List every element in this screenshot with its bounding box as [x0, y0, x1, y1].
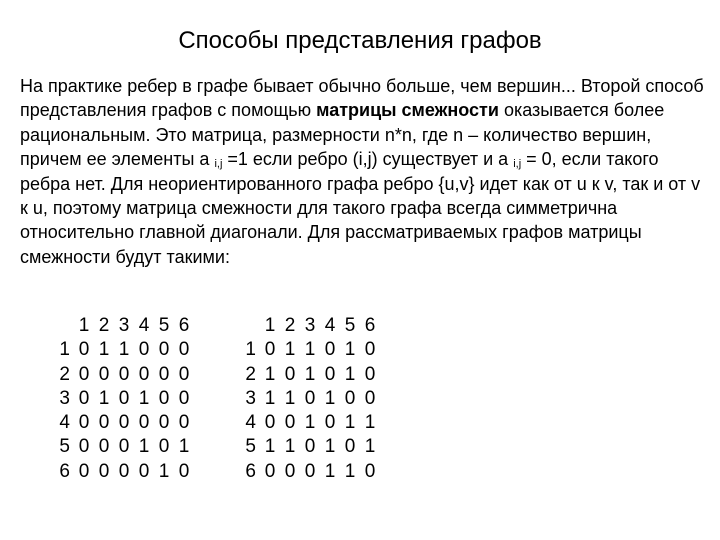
row-label: 2: [59, 363, 70, 385]
matrix-cell: 0: [118, 460, 130, 482]
matrix-header-row: [242, 314, 380, 338]
col-label: 4: [138, 315, 150, 336]
row-label: 3: [245, 387, 256, 409]
matrix-row: [242, 460, 380, 484]
matrix-row: [242, 435, 380, 459]
matrix-header-row: [56, 314, 194, 338]
matrix-cell: 0: [178, 387, 190, 409]
matrix-cell: 0: [178, 460, 190, 482]
row-label: 1: [245, 339, 256, 361]
matrix-cell: 0: [78, 387, 90, 409]
matrix-row: [56, 363, 194, 387]
term-adjacency-matrix: матрицы смежности: [316, 100, 499, 121]
col-label: 4: [324, 315, 336, 336]
matrix-cell: 0: [158, 387, 170, 409]
matrix-cell: 0: [264, 412, 276, 434]
row-label: 4: [59, 412, 70, 434]
matrix-cell: 0: [118, 412, 130, 434]
matrix-cell: 0: [98, 412, 110, 434]
matrix-cell: 0: [158, 339, 170, 361]
matrix-cell: 1: [364, 412, 376, 434]
adjacency-matrix-directed: [56, 314, 194, 484]
matrix-cell: 1: [344, 460, 356, 482]
matrix-cell: 1: [304, 412, 316, 434]
subscript-ij: i,j: [214, 158, 223, 171]
matrix-cell: 1: [284, 436, 296, 458]
adjacency-matrix-undirected: [242, 314, 380, 484]
matrix-cell: 0: [364, 460, 376, 482]
col-label: 3: [304, 315, 316, 336]
matrix-row: [56, 435, 194, 459]
col-label: 6: [364, 315, 376, 336]
matrix-cell: 1: [344, 339, 356, 361]
matrix-cell: 1: [324, 460, 336, 482]
matrix-cell: 0: [78, 460, 90, 482]
matrix-cell: 0: [78, 436, 90, 458]
matrix-cell: 0: [138, 363, 150, 385]
matrix-cell: 0: [324, 412, 336, 434]
matrix-cell: 1: [284, 387, 296, 409]
matrix-cell: 1: [324, 436, 336, 458]
matrix-row: [242, 387, 380, 411]
row-label: 1: [59, 339, 70, 361]
row-label: 6: [59, 460, 70, 482]
matrix-cell: 0: [284, 412, 296, 434]
matrix-cell: 0: [158, 412, 170, 434]
matrix-cell: 0: [304, 436, 316, 458]
row-label: 5: [245, 436, 256, 458]
matrix-cell: 0: [118, 363, 130, 385]
matrix-row: [242, 411, 380, 435]
subscript-ij: i,j: [513, 158, 522, 171]
matrix-cell: 0: [344, 387, 356, 409]
matrix-cell: 0: [138, 460, 150, 482]
matrix-cell: 1: [138, 387, 150, 409]
matrix-cell: 1: [264, 436, 276, 458]
col-label: 5: [344, 315, 356, 336]
matrix-cell: 0: [138, 339, 150, 361]
matrix-cell: 1: [138, 436, 150, 458]
matrix-cell: 1: [364, 436, 376, 458]
matrix-cell: 0: [324, 363, 336, 385]
matrix-cell: 1: [118, 339, 130, 361]
matrix-cell: 0: [158, 363, 170, 385]
matrix-cell: 0: [364, 387, 376, 409]
text-part-2: оказывается более рациональным. Это матрица, размерности n*n, где n – количество вершин, причем ее элементы а: [20, 100, 665, 170]
matrix-cell: 0: [78, 412, 90, 434]
matrix-row: [56, 411, 194, 435]
matrix-cell: 1: [344, 363, 356, 385]
matrix-cell: 1: [264, 387, 276, 409]
matrix-cell: 0: [158, 436, 170, 458]
matrix-row: [56, 460, 194, 484]
matrix-cell: 0: [304, 460, 316, 482]
body-text: [20, 74, 710, 269]
matrix-cell: 0: [178, 412, 190, 434]
matrix-cell: 0: [264, 339, 276, 361]
matrix-cell: 0: [344, 436, 356, 458]
col-label: 3: [118, 315, 130, 336]
matrix-cell: 0: [98, 363, 110, 385]
row-label: 4: [245, 412, 256, 434]
matrix-cell: 0: [324, 339, 336, 361]
matrix-cell: 0: [78, 363, 90, 385]
matrix-cell: 0: [178, 363, 190, 385]
matrix-cell: 1: [304, 339, 316, 361]
col-label: 1: [264, 315, 276, 336]
matrix-cell: 1: [304, 363, 316, 385]
matrix-cell: 1: [324, 387, 336, 409]
matrix-cell: 0: [364, 339, 376, 361]
matrix-cell: 1: [158, 460, 170, 482]
row-label: 2: [245, 363, 256, 385]
matrix-cell: 0: [284, 460, 296, 482]
col-label: 2: [284, 315, 296, 336]
matrix-cell: 1: [178, 436, 190, 458]
col-label: 2: [98, 315, 110, 336]
slide-title: Способы представления графов: [178, 27, 542, 54]
col-label: 1: [78, 315, 90, 336]
matrix-cell: 0: [364, 363, 376, 385]
matrix-cell: 0: [178, 339, 190, 361]
row-label: 3: [59, 387, 70, 409]
row-label: 5: [59, 436, 70, 458]
row-label: 6: [245, 460, 256, 482]
matrix-row: [242, 338, 380, 362]
matrix-row: [56, 338, 194, 362]
col-label: 6: [178, 315, 190, 336]
matrix-cell: 0: [304, 387, 316, 409]
matrix-cell: 0: [118, 387, 130, 409]
matrix-cell: 1: [98, 339, 110, 361]
matrix-cell: 0: [98, 460, 110, 482]
matrix-cell: 1: [264, 363, 276, 385]
text-part-3: =1 если ребро (i,j) существует и а: [222, 149, 514, 170]
matrix-cell: 0: [118, 436, 130, 458]
matrix-cell: 0: [264, 460, 276, 482]
text-part-1: На практике ребер в графе бывает обычно больше, чем вершин... Второй способ представления графов с помощью: [20, 76, 704, 121]
matrix-row: [242, 363, 380, 387]
col-label: 5: [158, 315, 170, 336]
matrix-cell: 0: [138, 412, 150, 434]
matrix-row: [56, 387, 194, 411]
matrix-cell: 1: [284, 339, 296, 361]
text-part-4: = 0, если такого ребра нет. Для неориентированного графа ребро {u,v} идет как от u к v, так и от v к u, поэтому матрица смежности для такого графа всегда симметрична относительно главной диагонали. Для рассматриваемых графов матрицы смежности будут такими:: [20, 149, 701, 267]
matrix-cell: 1: [98, 387, 110, 409]
matrix-cell: 0: [98, 436, 110, 458]
matrix-cell: 0: [78, 339, 90, 361]
matrix-cell: 1: [344, 412, 356, 434]
matrix-cell: 0: [284, 363, 296, 385]
